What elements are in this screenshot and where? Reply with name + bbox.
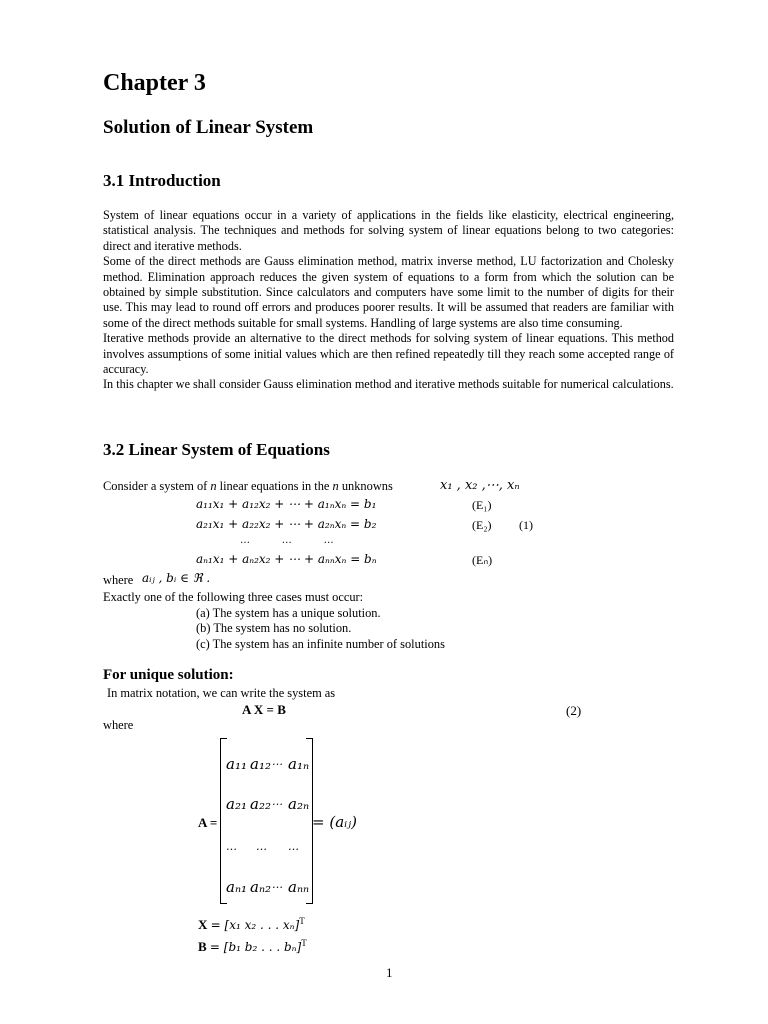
equation-n: aₙ₁x₁ + aₙ₂x₂ + ⋯ + aₙₙxₙ = bₙ: [196, 552, 377, 566]
intro-paragraph: In this chapter we shall consider Gauss elimination method and iterative methods suitable for numerical calculations.: [103, 377, 674, 392]
matrix-aij: = (aᵢⱼ): [312, 813, 357, 831]
matrix-cell: aₙ₂: [250, 878, 272, 896]
intro-paragraph: System of linear equations occur in a variety of applications in the fields like elasticity, electrical engineering, statistical analysis. The techniques and methods for solving system of linear equations belong to two categories: direct and iterative methods.: [103, 208, 674, 253]
matrix-cell: a₂₁: [226, 795, 247, 813]
matrix-cell: …: [272, 878, 283, 891]
equation-label-2: (E₂): [472, 518, 492, 532]
equation-1: a₁₁x₁ + a₁₂x₂ + ⋯ + a₁ₙxₙ = b₁: [196, 497, 377, 511]
vector-b-row: B = [b₁ b₂ . . . bₙ]$^T$: [198, 938, 307, 954]
where-expression: aᵢⱼ , bᵢ ∈ ℜ .: [142, 571, 211, 585]
matrix-notation-intro: In matrix notation, we can write the system as: [107, 686, 336, 700]
equation-2: a₂₁x₁ + a₂₂x₂ + ⋯ + a₂ₙxₙ = b₂: [196, 517, 377, 531]
section-heading-linear-system: 3.2 Linear System of Equations: [103, 440, 330, 459]
section-heading-intro: 3.1 Introduction: [103, 171, 221, 190]
matrix-cell: …: [288, 840, 299, 853]
matrix-cell: a₁₂: [250, 755, 271, 773]
page-number: 1: [386, 965, 393, 980]
chapter-title: Chapter 3: [103, 70, 206, 96]
matrix-cell: aₙ₁: [226, 878, 248, 896]
equation-dots: … … …: [240, 535, 334, 546]
intro-paragraph: Iterative methods provide an alternative to the direct methods for solving system of linear equations. This method involves assumptions of some initial values which are then refined repeatedly till they reach some accepted range of accuracy.: [103, 331, 674, 377]
unique-solution-heading: For unique solution:: [103, 667, 234, 683]
equation-number-1: (1): [519, 518, 533, 532]
matrix-cell: a₂₂: [250, 795, 271, 813]
matrix-cell: …: [272, 755, 283, 768]
case-item: (a) The system has a unique solution.: [196, 606, 381, 620]
matrix-cell: aₙₙ: [288, 878, 310, 896]
matrix-cell: …: [226, 840, 237, 853]
cases-intro: Exactly one of the following three cases must occur:: [103, 590, 364, 604]
where-label-2: where: [103, 718, 134, 732]
matrix-cell: …: [272, 795, 283, 808]
case-item: (b) The system has no solution.: [196, 621, 352, 635]
axb-equation: A X = B: [242, 702, 286, 717]
matrix-cell: a₂ₙ: [288, 795, 310, 813]
matrix-a-label: A =: [198, 815, 218, 830]
matrix-cell: a₁₁: [226, 755, 247, 773]
intro-paragraph: Some of the direct methods are Gauss elimination method, matrix inverse method, LU factorization and Cholesky method. Elimination approach reduces the given system of equations to a form from which the solution can be obtained by simple substitution. Since calculators and computers have some limit to the number of digits for their use. This may lead to round off errors and produces poorer results. It will be assumed that readers are familiar with some of the direct methods suitable for small systems. Handling of large systems are also time consuming.: [103, 254, 674, 330]
intro-text: [103, 208, 674, 393]
consider-sentence: Consider a system of n linear equations in the n unknowns: [103, 479, 393, 493]
matrix-cell: …: [256, 840, 267, 853]
equation-label-n: (Eₙ): [472, 553, 493, 567]
unknowns-list: x₁ , x₂ ,⋯, xₙ: [440, 478, 520, 493]
where-label: where: [103, 573, 134, 587]
matrix-cell: a₁ₙ: [288, 755, 310, 773]
chapter-subtitle: Solution of Linear System: [103, 117, 314, 138]
case-item: (c) The system has an infinite number of solutions: [196, 637, 445, 651]
equation-number-2: (2): [566, 703, 582, 718]
vector-x-row: X = [x₁ x₂ . . . xₙ]$^T$: [198, 916, 305, 932]
equation-label-1: (E₁): [472, 498, 492, 512]
